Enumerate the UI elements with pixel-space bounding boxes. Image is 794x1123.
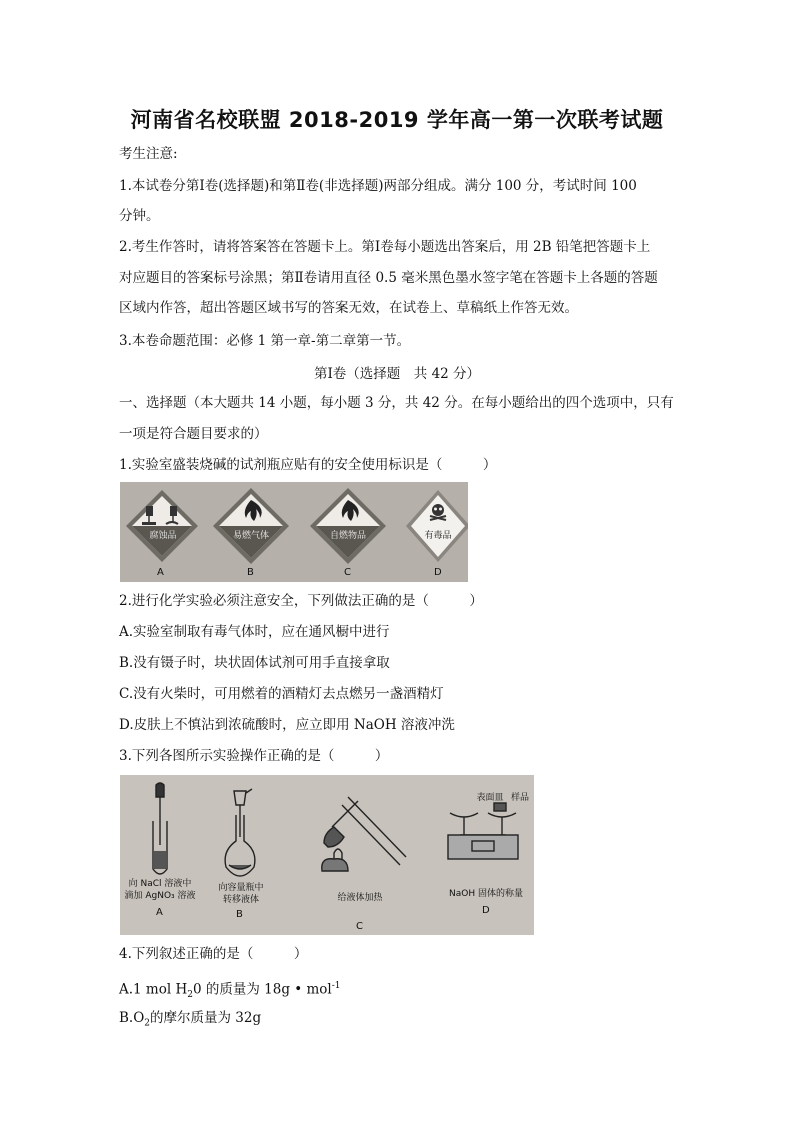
sign-d-label: 有毒品 [424, 531, 452, 541]
q2-option-c: C.没有火柴时，可用燃着的酒精灯去点燃另一盏酒精灯 [119, 686, 444, 702]
balance-label-sample: 样品 [510, 793, 529, 803]
balance-drawing [448, 803, 518, 859]
notice-line-4: 对应题目的答案标号涂黑；第Ⅱ卷请用直径 0.5 毫米黑色墨水签字笔在答题卡上各题的答题 [119, 270, 658, 286]
fig-a-caption-2: 滴加 AgNO₃ 溶液 [124, 891, 196, 901]
notice-heading: 考生注意: [119, 146, 178, 162]
q2-stem: 2.进行化学实验必须注意安全，下列做法正确的是（ ） [119, 593, 483, 609]
q2-option-a: A.实验室制取有毒气体时，应在通风橱中进行 [119, 624, 390, 640]
notice-line-6: 3.本卷命题范围：必修 1 第一章-第二章第一节。 [119, 333, 411, 349]
fig-c-letter: C [356, 921, 363, 932]
notice-line-2: 分钟。 [119, 208, 160, 224]
dropper-test-tube-drawing [153, 783, 167, 874]
balance-label-dish: 表面皿 [476, 793, 504, 803]
sign-a-label: 腐蚀品 [149, 531, 177, 541]
volumetric-flask-drawing [225, 789, 255, 876]
sign-b [213, 488, 289, 564]
fig-d-letter: D [482, 905, 490, 916]
page-title: 河南省名校联盟 2018-2019 学年高一第一次联考试题 [130, 108, 664, 132]
q4-stem: 4.下列叙述正确的是（ ） [119, 946, 308, 962]
fig-a-letter: A [156, 907, 163, 918]
notice-line-1: 1.本试卷分第Ⅰ卷(选择题)和第Ⅱ卷(非选择题)两部分组成。满分 100 分，考试时间 100 [119, 178, 637, 194]
sign-a-letter: A [157, 567, 164, 578]
q4-option-a: A.1 mol $H_20$ 的质量为 18g • mol$^{-1}$ [119, 981, 341, 1001]
sign-b-letter: B [247, 567, 254, 578]
q4-option-b: $B.O_2$的摩尔质量为 32g [119, 1010, 262, 1029]
fig-a-caption-1: 向 NaCl 溶液中 [128, 879, 192, 889]
sign-b-label: 易燃气体 [232, 531, 269, 541]
notice-line-3: 2.考生作答时，请将答案答在答题卡上。第Ⅰ卷每小题选出答案后，用 2B 铅笔把答题卡上 [119, 239, 651, 255]
fig-d-caption: NaOH 固体的称量 [449, 889, 523, 899]
fig-c-caption: 给液体加热 [337, 893, 383, 903]
q2-option-b: B.没有镊子时，块状固体试剂可用手直接拿取 [119, 655, 390, 671]
section-title: 第Ⅰ卷（选择题 共 42 分） [313, 366, 481, 382]
q3-lab-operations-figure [120, 775, 534, 935]
sign-a [126, 490, 198, 562]
q2-option-d: D.皮肤上不慎沾到浓硫酸时，应立即用 NaOH 溶液冲洗 [119, 717, 455, 733]
sign-d [406, 490, 468, 562]
sign-c [310, 488, 386, 564]
fig-b-letter: B [236, 909, 243, 920]
part-intro-1: 一、选择题（本大题共 14 小题，每小题 3 分，共 42 分。在每小题给出的四个选项中，只有 [119, 395, 674, 411]
q1-stem: 1.实验室盛装烧碱的试剂瓶应贴有的安全使用标识是（ ） [119, 457, 497, 473]
heating-test-tube-drawing [322, 797, 406, 871]
fig-b-caption-2: 转移液体 [222, 895, 259, 905]
fig-b-caption-1: 向容量瓶中 [218, 883, 264, 893]
q3-stem: 3.下列各图所示实验操作正确的是（ ） [119, 748, 389, 764]
sign-c-label: 自燃物品 [329, 531, 366, 541]
sign-c-letter: C [344, 567, 351, 578]
q1-hazard-signs-figure [120, 482, 468, 582]
notice-line-5: 区域内作答，超出答题区域书写的答案无效，在试卷上、草稿纸上作答无效。 [119, 300, 578, 316]
part-intro-2: 一项是符合题目要求的） [119, 426, 268, 442]
sign-d-letter: D [434, 567, 442, 578]
